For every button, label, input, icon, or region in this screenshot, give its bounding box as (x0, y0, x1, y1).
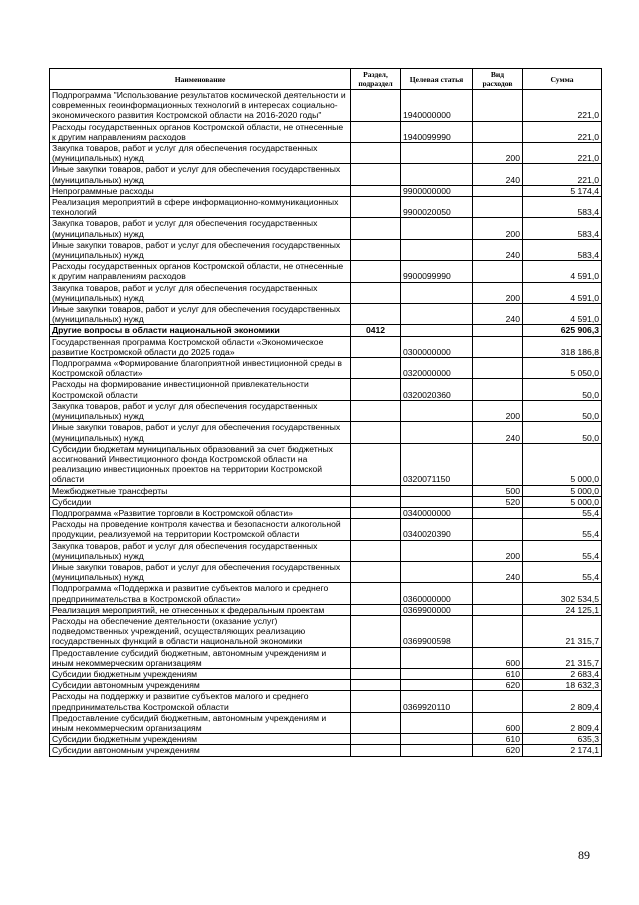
budget-table-container (49, 68, 601, 757)
cell-article: 0300000000 (401, 336, 473, 357)
cell-section (351, 647, 401, 668)
cell-section (351, 304, 401, 325)
cell-name: Расходы на проведение контроля качества и безопасности алкогольной продукции, реализуемой на территории Костромской области (50, 519, 351, 540)
cell-name: Субсидии бюджетам муниципальных образований за счет бюджетных ассигнований Инвестиционного фонда Костромской области на реализацию инвестиционных проектов на территории Костромской области (50, 443, 351, 485)
cell-sum: 2 174,1 (523, 745, 602, 756)
table-row (50, 485, 602, 496)
table-row (50, 358, 602, 379)
cell-sum: 18 632,3 (523, 680, 602, 691)
cell-type (473, 197, 523, 218)
table-row (50, 604, 602, 615)
cell-type: 600 (473, 647, 523, 668)
cell-article (401, 668, 473, 679)
cell-name: Расходы на формирование инвестиционной привлекательности Костромской области (50, 379, 351, 400)
cell-sum: 55,4 (523, 561, 602, 582)
header-section: Раздел, подраздел (351, 69, 401, 90)
cell-name: Реализация мероприятий в сфере информационно-коммуникационных технологий (50, 197, 351, 218)
cell-article: 0340000000 (401, 507, 473, 518)
cell-type (473, 519, 523, 540)
table-row (50, 680, 602, 691)
cell-type (473, 90, 523, 122)
cell-sum: 55,4 (523, 519, 602, 540)
cell-section (351, 282, 401, 303)
cell-sum: 2 809,4 (523, 712, 602, 733)
cell-article: 0320000000 (401, 358, 473, 379)
cell-article: 0369900000 (401, 604, 473, 615)
cell-sum: 583,4 (523, 218, 602, 239)
cell-section (351, 261, 401, 282)
cell-type: 520 (473, 496, 523, 507)
cell-section (351, 604, 401, 615)
cell-name: Реализация мероприятий, не отнесенных к федеральным проектам (50, 604, 351, 615)
cell-sum: 5 000,0 (523, 496, 602, 507)
cell-article (401, 422, 473, 443)
page-number: 89 (578, 848, 590, 862)
cell-article: 9900020050 (401, 197, 473, 218)
cell-sum: 4 591,0 (523, 282, 602, 303)
cell-type (473, 336, 523, 357)
cell-type (473, 325, 523, 336)
cell-name: Расходы на обеспечение деятельности (оказание услуг) подведомственных учреждений, осуществляющих реализацию государственных функций в области национальной экономики (50, 615, 351, 647)
cell-section (351, 422, 401, 443)
cell-name: Подпрограмма «Формирование благоприятной инвестиционной среды в Костромской области» (50, 358, 351, 379)
cell-name: Подпрограмма «Поддержка и развитие субъектов малого и среднего предпринимательства в Костромской области» (50, 583, 351, 604)
cell-type: 240 (473, 304, 523, 325)
table-row (50, 400, 602, 421)
cell-type: 610 (473, 734, 523, 745)
cell-name: Расходы государственных органов Костромской области, не отнесенные к другим направлениям расходов (50, 261, 351, 282)
cell-section (351, 583, 401, 604)
cell-section (351, 734, 401, 745)
cell-section (351, 379, 401, 400)
cell-type (473, 185, 523, 196)
table-row (50, 379, 602, 400)
header-type: Вид расходов (473, 69, 523, 90)
cell-sum: 55,4 (523, 540, 602, 561)
cell-name: Иные закупки товаров, работ и услуг для обеспечения государственных (муниципальных) нужд (50, 164, 351, 185)
cell-name: Закупка товаров, работ и услуг для обеспечения государственных (муниципальных) нужд (50, 143, 351, 164)
cell-type (473, 691, 523, 712)
cell-section (351, 121, 401, 142)
table-row (50, 185, 602, 196)
cell-section (351, 400, 401, 421)
cell-type: 200 (473, 400, 523, 421)
table-row (50, 734, 602, 745)
cell-sum: 221,0 (523, 121, 602, 142)
cell-sum: 221,0 (523, 164, 602, 185)
cell-type (473, 583, 523, 604)
cell-article: 0360000000 (401, 583, 473, 604)
cell-article: 0369920110 (401, 691, 473, 712)
cell-name: Подпрограмма "Использование результатов космической деятельности и современных геоинформационных технологий в интересах социально-экономического развития Костромской области на 2016-2020 годы" (50, 90, 351, 122)
cell-type: 610 (473, 668, 523, 679)
cell-article: 0320020360 (401, 379, 473, 400)
cell-section (351, 519, 401, 540)
cell-type: 200 (473, 282, 523, 303)
cell-name: Закупка товаров, работ и услуг для обеспечения государственных (муниципальных) нужд (50, 218, 351, 239)
cell-article: 0340020390 (401, 519, 473, 540)
cell-article (401, 218, 473, 239)
cell-sum: 318 186,8 (523, 336, 602, 357)
cell-section (351, 358, 401, 379)
cell-type: 240 (473, 561, 523, 582)
table-header-row (50, 69, 602, 90)
cell-section (351, 185, 401, 196)
table-row (50, 261, 602, 282)
cell-name: Предоставление субсидий бюджетным, автономным учреждениям и иным некоммерческим организациям (50, 647, 351, 668)
table-row (50, 121, 602, 142)
cell-sum: 4 591,0 (523, 261, 602, 282)
table-row (50, 507, 602, 518)
cell-section (351, 615, 401, 647)
cell-sum: 583,4 (523, 239, 602, 260)
cell-section (351, 668, 401, 679)
header-name: Наименование (50, 69, 351, 90)
cell-article: 0369900598 (401, 615, 473, 647)
cell-article (401, 325, 473, 336)
cell-section (351, 164, 401, 185)
cell-article: 0320071150 (401, 443, 473, 485)
cell-type (473, 379, 523, 400)
table-row (50, 712, 602, 733)
cell-article (401, 745, 473, 756)
cell-type: 200 (473, 540, 523, 561)
cell-sum: 2 809,4 (523, 691, 602, 712)
cell-name: Расходы на поддержку и развитие субъектов малого и среднего предпринимательства Костромской области (50, 691, 351, 712)
cell-sum: 625 906,3 (523, 325, 602, 336)
cell-sum: 221,0 (523, 143, 602, 164)
cell-sum: 5 000,0 (523, 485, 602, 496)
cell-article (401, 680, 473, 691)
table-row (50, 239, 602, 260)
table-row (50, 668, 602, 679)
table-row (50, 443, 602, 485)
cell-section (351, 485, 401, 496)
table-row (50, 282, 602, 303)
cell-section (351, 143, 401, 164)
cell-section (351, 239, 401, 260)
cell-type: 200 (473, 143, 523, 164)
cell-section (351, 691, 401, 712)
header-sum: Сумма (523, 69, 602, 90)
cell-article: 1940099990 (401, 121, 473, 142)
cell-sum: 5 174,4 (523, 185, 602, 196)
cell-sum: 4 591,0 (523, 304, 602, 325)
cell-article (401, 485, 473, 496)
cell-name: Иные закупки товаров, работ и услуг для обеспечения государственных (муниципальных) нужд (50, 561, 351, 582)
cell-section (351, 745, 401, 756)
cell-type: 620 (473, 680, 523, 691)
cell-type: 240 (473, 239, 523, 260)
cell-sum: 21 315,7 (523, 647, 602, 668)
budget-table (49, 68, 602, 757)
cell-sum: 50,0 (523, 379, 602, 400)
cell-sum: 24 125,1 (523, 604, 602, 615)
table-body (50, 90, 602, 757)
cell-type: 600 (473, 712, 523, 733)
header-article: Целевая статья (401, 69, 473, 90)
table-row (50, 422, 602, 443)
cell-section (351, 443, 401, 485)
cell-type: 620 (473, 745, 523, 756)
cell-name: Расходы государственных органов Костромской области, не отнесенные к другим направлениям расходов (50, 121, 351, 142)
table-row (50, 304, 602, 325)
cell-sum: 221,0 (523, 90, 602, 122)
table-row (50, 218, 602, 239)
cell-name: Межбюджетные трансферты (50, 485, 351, 496)
cell-sum: 50,0 (523, 400, 602, 421)
table-row (50, 691, 602, 712)
cell-name: Субсидии автономным учреждениям (50, 680, 351, 691)
cell-section (351, 197, 401, 218)
cell-article (401, 647, 473, 668)
cell-name: Закупка товаров, работ и услуг для обеспечения государственных (муниципальных) нужд (50, 282, 351, 303)
cell-section: 0412 (351, 325, 401, 336)
cell-section (351, 561, 401, 582)
cell-sum: 583,4 (523, 197, 602, 218)
cell-article: 9900000000 (401, 185, 473, 196)
cell-type: 500 (473, 485, 523, 496)
table-row (50, 496, 602, 507)
cell-article: 9900099990 (401, 261, 473, 282)
cell-article: 1940000000 (401, 90, 473, 122)
cell-section (351, 712, 401, 733)
cell-sum: 55,4 (523, 507, 602, 518)
cell-article (401, 540, 473, 561)
cell-article (401, 496, 473, 507)
cell-sum: 21 315,7 (523, 615, 602, 647)
cell-article (401, 400, 473, 421)
cell-type (473, 615, 523, 647)
cell-name: Другие вопросы в области национальной экономики (50, 325, 351, 336)
cell-sum: 5 000,0 (523, 443, 602, 485)
cell-name: Иные закупки товаров, работ и услуг для обеспечения государственных (муниципальных) нужд (50, 422, 351, 443)
cell-type (473, 443, 523, 485)
cell-section (351, 90, 401, 122)
table-row (50, 647, 602, 668)
cell-article (401, 712, 473, 733)
cell-name: Предоставление субсидий бюджетным, автономным учреждениям и иным некоммерческим организациям (50, 712, 351, 733)
cell-type (473, 604, 523, 615)
cell-article (401, 304, 473, 325)
cell-name: Закупка товаров, работ и услуг для обеспечения государственных (муниципальных) нужд (50, 540, 351, 561)
cell-article (401, 143, 473, 164)
table-row (50, 143, 602, 164)
cell-name: Субсидии автономным учреждениям (50, 745, 351, 756)
cell-sum: 5 050,0 (523, 358, 602, 379)
cell-section (351, 540, 401, 561)
cell-name: Иные закупки товаров, работ и услуг для обеспечения государственных (муниципальных) нужд (50, 304, 351, 325)
table-row (50, 540, 602, 561)
cell-section (351, 218, 401, 239)
table-row (50, 561, 602, 582)
cell-article (401, 239, 473, 260)
table-row (50, 519, 602, 540)
table-row (50, 325, 602, 336)
cell-sum: 635,3 (523, 734, 602, 745)
cell-article (401, 164, 473, 185)
table-row (50, 583, 602, 604)
cell-article (401, 282, 473, 303)
cell-name: Непрограммные расходы (50, 185, 351, 196)
table-row (50, 90, 602, 122)
table-row (50, 336, 602, 357)
cell-sum: 302 534,5 (523, 583, 602, 604)
cell-type (473, 507, 523, 518)
table-row (50, 197, 602, 218)
cell-name: Закупка товаров, работ и услуг для обеспечения государственных (муниципальных) нужд (50, 400, 351, 421)
cell-section (351, 507, 401, 518)
cell-name: Субсидии бюджетным учреждениям (50, 734, 351, 745)
cell-name: Субсидии (50, 496, 351, 507)
cell-type (473, 261, 523, 282)
cell-sum: 50,0 (523, 422, 602, 443)
cell-type (473, 358, 523, 379)
cell-section (351, 336, 401, 357)
table-row (50, 164, 602, 185)
cell-article (401, 561, 473, 582)
cell-type: 200 (473, 218, 523, 239)
cell-type (473, 121, 523, 142)
cell-section (351, 680, 401, 691)
table-row (50, 745, 602, 756)
cell-type: 240 (473, 164, 523, 185)
cell-name: Государственная программа Костромской области «Экономическое развитие Костромской области до 2025 года» (50, 336, 351, 357)
cell-name: Субсидии бюджетным учреждениям (50, 668, 351, 679)
table-row (50, 615, 602, 647)
cell-sum: 2 683,4 (523, 668, 602, 679)
cell-section (351, 496, 401, 507)
cell-name: Подпрограмма «Развитие торговли в Костромской области» (50, 507, 351, 518)
cell-article (401, 734, 473, 745)
cell-name: Иные закупки товаров, работ и услуг для обеспечения государственных (муниципальных) нужд (50, 239, 351, 260)
cell-type: 240 (473, 422, 523, 443)
